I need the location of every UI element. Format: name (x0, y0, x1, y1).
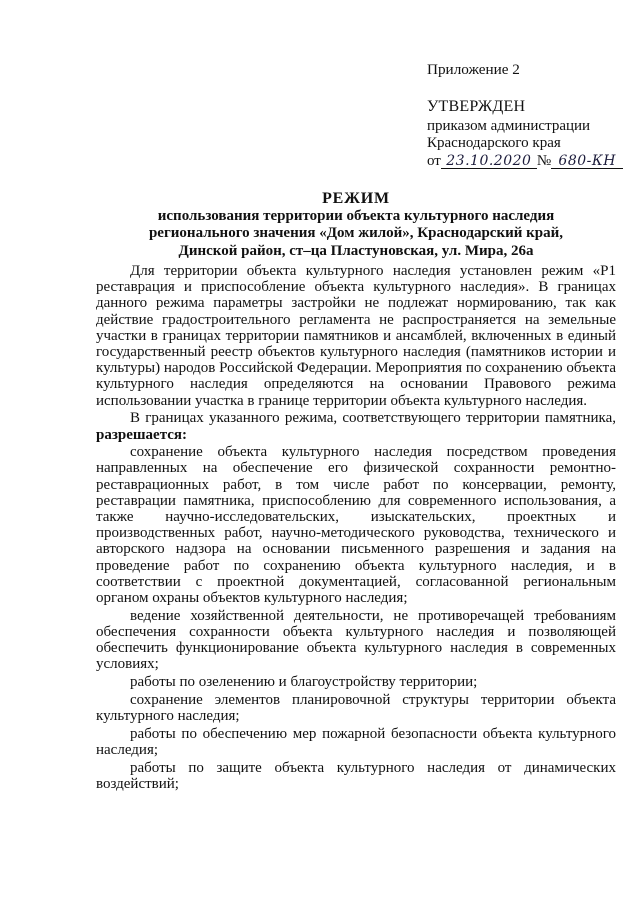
order-number-handwritten: 680-КН (551, 154, 623, 169)
paragraph-dynamic-protection: работы по защите объекта культурного наследия от динамических воздействий; (96, 759, 616, 792)
title-subtitle-line-3: Динской район, ст–ца Пластуновская, ул. Мира, 26а (178, 242, 534, 259)
paragraph-permitted-intro (96, 410, 616, 442)
order-line-1: приказом администрации (427, 117, 591, 134)
order-line-2: Краснодарского края (427, 135, 561, 151)
document-title (96, 189, 616, 260)
permitted-bold: разрешается: (96, 426, 188, 443)
paragraph-fire-safety: работы по обеспечению мер пожарной безопасности объекта культурного наследия; (96, 725, 616, 758)
title-subtitle-line-1: использования территории объекта культурного наследия (157, 208, 555, 224)
appendix-label: Приложение 2 (427, 61, 520, 78)
title-subtitle-line-2: регионального значения «Дом жилой», Краснодарский край, (148, 225, 564, 242)
permitted-text: В границах указанного режима, соответствующего территории памятника, (130, 410, 616, 427)
approved-label: УТВЕРЖДЕН (427, 98, 526, 115)
order-date-handwritten: 23.10.2020 (441, 154, 537, 169)
date-prefix: от (427, 152, 441, 169)
paragraph-preservation: сохранение объекта культурного наследия посредством проведения направленных на обеспечение его физической сохранности ремонтно-реставрационных работ, в том числе работ по консервации, ремонту, реставрации памятника, приспособлению для современного использования, а также научно-исследовательских, изыскательских, проектных и производственных работ, научно-методического руководства, технического и авторского надзора на основании письменного разрешения и задания на проведение работ по сохранению объекта культурного наследия, и в соответствии с проектной документацией, согласованной региональным органом охраны объектов культурного наследия; (96, 444, 616, 607)
paragraph-landscaping: работы по озеленению и благоустройству территории; (130, 674, 478, 691)
paragraph-intro: Для территории объекта культурного наследия установлен режим «Р1 реставрация и приспособление объекта культурного наследия». В границах данного режима параметры застройки не подлежат нормированию, так как действие градостроительного регламента не распространяется на земельные участки в границах территории памятников и ансамблей, включенных в единый государственный реестр объектов культурного наследия (памятников истории и культуры) народов Российской Федерации. Мероприятия по сохранению объекта культурного наследия определяются на основании Правового режима использовании участка в границе территории объекта культурного наследия. (96, 263, 616, 409)
title-heading: РЕЖИМ (322, 190, 390, 207)
number-sign: № (536, 152, 552, 169)
approval-block (427, 98, 627, 170)
order-date-line (427, 153, 627, 171)
document-body (96, 263, 616, 792)
paragraph-economic-activity: ведение хозяйственной деятельности, не противоречащей требованиям обеспечения сохранности объекта культурного наследия и позволяющей обеспечить функционирование объекта культурного наследия в современных условиях; (96, 607, 616, 673)
paragraph-planning-structure: сохранение элементов планировочной структуры территории объекта культурного наследия; (96, 691, 616, 724)
